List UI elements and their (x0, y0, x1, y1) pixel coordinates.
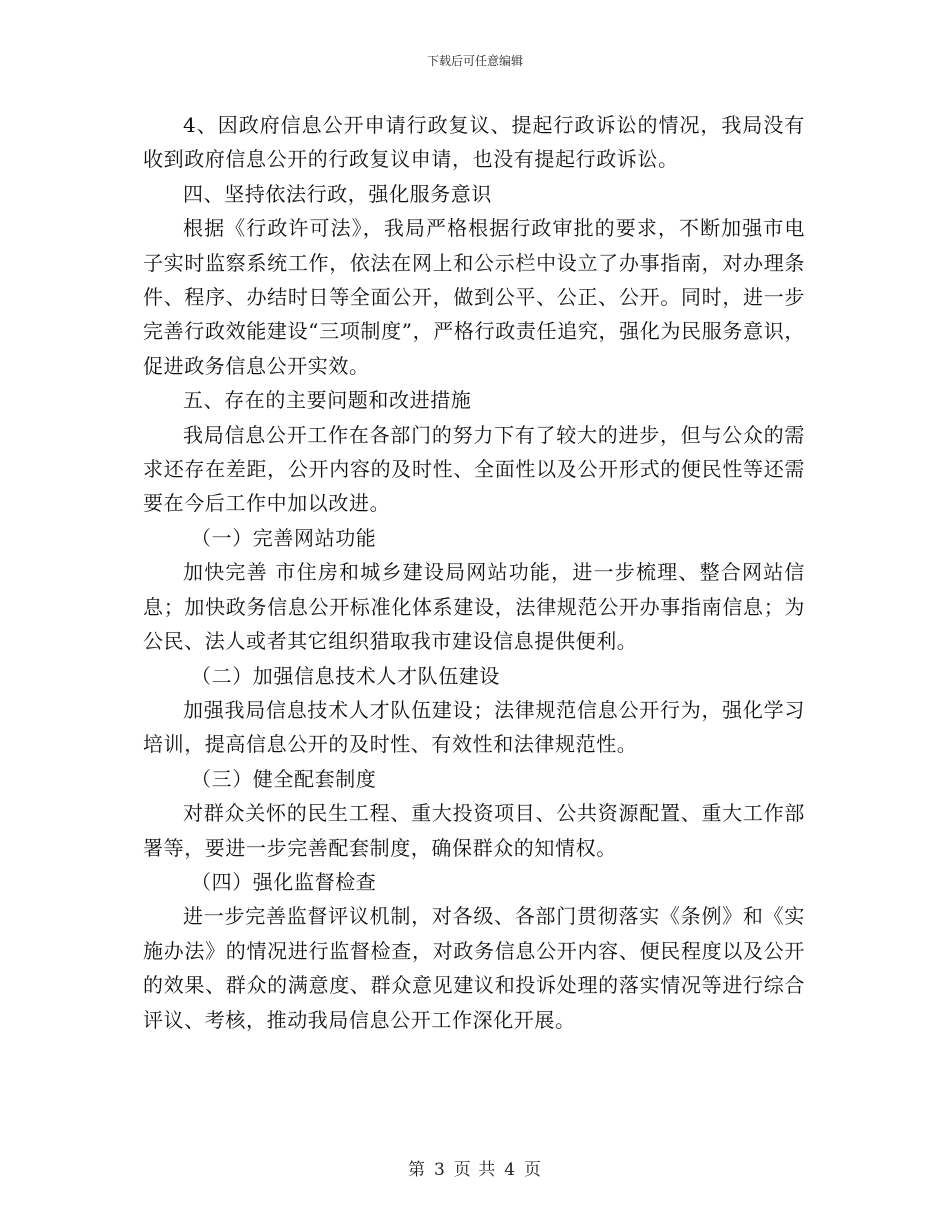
page-header-note: 下载后可任意编辑 (426, 54, 523, 68)
paragraph-main-problems: 我局信息公开工作在各部门的努力下有了较大的进步，但与公众的需求还存在差距，公开内容的及时性、全面性以及公开形式的便民性等还需要在今后工作中加以改进。 (143, 422, 805, 516)
section-heading-4: 四、坚持依法行政，强化服务意识 (183, 181, 492, 206)
page-label-suffix: 页 (524, 1160, 543, 1180)
page-footer (0, 1155, 950, 1180)
subheading-1: （一）完善网站功能 (191, 525, 377, 550)
paragraph-administrative-law: 根据《行政许可法》，我局严格根据行政审批的要求，不断加强市电子实时监察系统工作，依法在网上和公示栏中设立了办事指南，对办理条件、程序、办结时日等全面公开，做到公平、公正、公开。同时，进一步完善行政效能建设“三项制度”，严格行政责任追究，强化为民服务意识，促进政务信息公开实效。 (143, 216, 805, 378)
paragraph-supervision: 进一步完善监督评议机制，对各级、各部门贯彻落实《条例》和《实施办法》的情况进行监督检查，对政务信息公开内容、便民程度以及公开的效果、群众的满意度、群众意见建议和投诉处理的落实情况等进行综合评议、考核，推动我局信息公开工作深化开展。 (143, 904, 805, 1032)
paragraph-supporting-system: 对群众关怀的民生工程、重大投资项目、公共资源配置、重大工作部署等，要进一步完善配套制度，确保群众的知情权。 (143, 801, 805, 860)
document-body (143, 108, 805, 1037)
subheading-4: （四）强化监督检查 (191, 869, 377, 894)
paragraph-website-function: 加快完善 市住房和城乡建设局网站功能，进一步梳理、整合网站信息；加快政务信息公开标准化体系建设，法律规范公开办事指南信息；为公民、法人或者其它组织猎取我市建设信息提供便利。 (143, 560, 805, 654)
current-page-number: 3 (433, 1160, 446, 1180)
section-heading-5: 五、存在的主要问题和改进措施 (183, 388, 472, 413)
paragraph-item-4: 4、因政府信息公开申请行政复议、提起行政诉讼的情况，我局没有收到政府信息公开的行政复议申请，也没有提起行政诉讼。 (143, 113, 805, 172)
total-pages-number: 4 (504, 1160, 517, 1180)
subheading-3: （三）健全配套制度 (191, 766, 377, 791)
subheading-2: （二）加强信息技术人才队伍建设 (191, 663, 500, 688)
page-label-mid: 页 共 (453, 1160, 497, 1180)
paragraph-talent-team: 加强我局信息技术人才队伍建设；法律规范信息公开行为，强化学习培训，提高信息公开的及时性、有效性和法律规范性。 (143, 697, 805, 757)
page-label-prefix: 第 (407, 1160, 426, 1180)
